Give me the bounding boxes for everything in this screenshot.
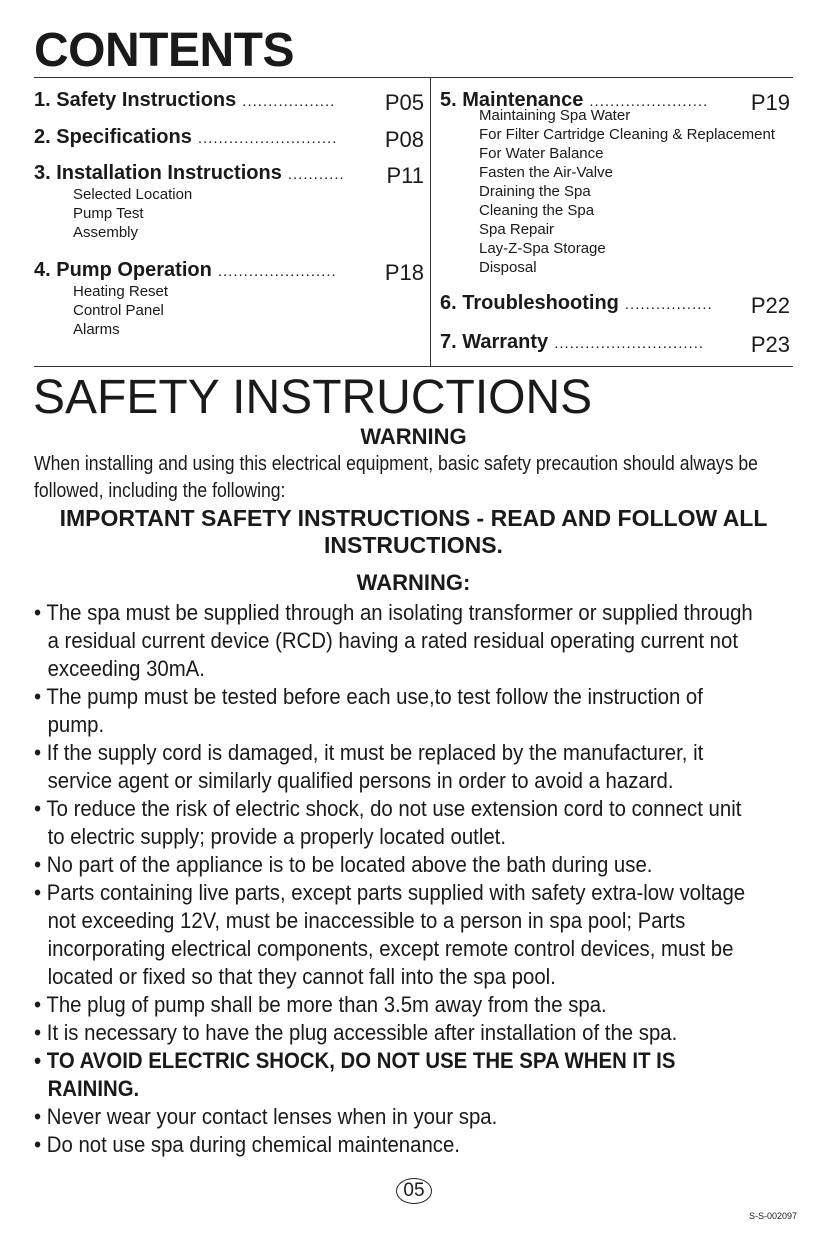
warning-heading: WARNING [360,424,467,449]
safety-warning-list [34,599,758,1159]
contents-title: CONTENTS [34,24,294,77]
safety-intro-text: When installing and using this electrical equipment, basic safety precaution should always be followed, including the following: [34,453,758,502]
toc-sub-item: Lay-Z-Spa Storage [479,240,606,257]
toc-entry-troubleshooting[interactable] [440,289,800,318]
toc-label: 7. Warranty [440,331,549,353]
toc-sub-list [34,185,424,242]
warning-item: • Do not use spa during chemical maintenance. [34,1132,460,1157]
warning-subheading: WARNING: [356,570,471,595]
toc-label: 6. Troubleshooting [440,292,619,314]
toc-sub-item: Selected Location [73,186,193,203]
warning-item: • It is necessary to have the plug accessible after installation of the spa. [34,1020,678,1045]
toc-sub-item: Fasten the Air-Valve [479,164,613,181]
toc-sub-item: Draining the Spa [479,183,591,200]
toc-sub-item: Heating Reset [73,283,169,300]
toc-page-number: P23 [750,332,790,357]
toc-entry-warranty[interactable] [440,328,800,357]
toc-sub-item: For Filter Cartridge Cleaning & Replacement [479,126,775,143]
toc-sub-item: Spa Repair [479,221,555,238]
toc-label: 4. Pump Operation [34,259,212,281]
warning-item-emphasis: • TO AVOID ELECTRIC SHOCK, DO NOT USE THE SPA WHEN IT IS RAINING. [34,1048,676,1101]
toc-leader-dots: ....................... [217,263,337,280]
toc-page-number: P11 [386,163,424,188]
toc-entry-installation[interactable] [34,159,424,242]
contents-bottom-rule [34,366,793,367]
toc-leader-dots: ............................. [554,335,705,352]
toc-entry-pump-operation[interactable] [34,256,424,339]
toc-sub-list [34,282,424,339]
toc-leader-dots: .................. [242,93,336,110]
toc-page-number: P18 [384,260,424,285]
toc-leader-dots: ....................... [589,93,709,110]
warning-item: • The plug of pump shall be more than 3.5m away from the spa. [34,992,607,1017]
toc-page-number: P08 [384,127,424,152]
warning-item: • Never wear your contact lenses when in your spa. [34,1104,498,1129]
toc-sub-item: Control Panel [73,302,164,319]
document-code: S-S-002097 [748,1211,797,1221]
toc-entry-maintenance[interactable] [440,86,800,277]
toc-leader-dots: ................. [624,296,713,313]
toc-sub-item: Pump Test [73,205,144,222]
contents-top-rule [34,77,793,78]
toc-sub-item: Disposal [479,259,537,276]
page-number-badge: 05 [396,1178,432,1204]
warning-item: • To reduce the risk of electric shock, do not use extension cord to connect unit to electric supply; provide a properly located outlet. [34,796,742,849]
toc-label: 3. Installation Instructions [34,162,282,184]
warning-item: • No part of the appliance is to be located above the bath during use. [34,852,653,877]
toc-label: 5. Maintenance [440,89,584,111]
warning-item: • The spa must be supplied through an isolating transformer or supplied through a residual current device (RCD) having a rated residual operating current not exceeding 30mA. [34,600,753,681]
contents-column-divider [430,77,431,367]
toc-sub-list [440,106,800,277]
important-safety-heading: IMPORTANT SAFETY INSTRUCTIONS - READ AND FOLLOW ALL INSTRUCTIONS. [59,505,768,558]
warning-item: • The pump must be tested before each use,to test follow the instruction of pump. [34,684,703,737]
toc-page-number: P05 [384,90,424,115]
toc-sub-item: Assembly [73,224,139,241]
safety-instructions-title: SAFETY INSTRUCTIONS [33,371,593,424]
toc-sub-item: Maintaining Spa Water [479,107,631,124]
toc-sub-item: Alarms [73,321,120,338]
toc-entry-safety[interactable] [34,86,424,115]
toc-entry-specifications[interactable] [34,123,424,152]
toc-label: 1. Safety Instructions [34,89,237,111]
toc-sub-item: Cleaning the Spa [479,202,595,219]
warning-item: • If the supply cord is damaged, it must be replaced by the manufacturer, it service agent or similarly qualified persons in order to avoid a hazard. [34,740,704,793]
toc-sub-item: For Water Balance [479,145,604,162]
toc-leader-dots: ........................... [197,130,338,147]
toc-page-number: P19 [750,90,790,115]
toc-page-number: P22 [750,293,790,318]
toc-label: 2. Specifications [34,126,192,148]
toc-leader-dots: ........... [287,166,345,183]
warning-item: • Parts containing live parts, except parts supplied with safety extra-low voltage not exceeding 12V, must be inaccessible to a person in spa pool; Parts incorporating electrical components, except remote control devices, must be located or fixed so that they cannot fall into the spa pool. [34,880,746,989]
